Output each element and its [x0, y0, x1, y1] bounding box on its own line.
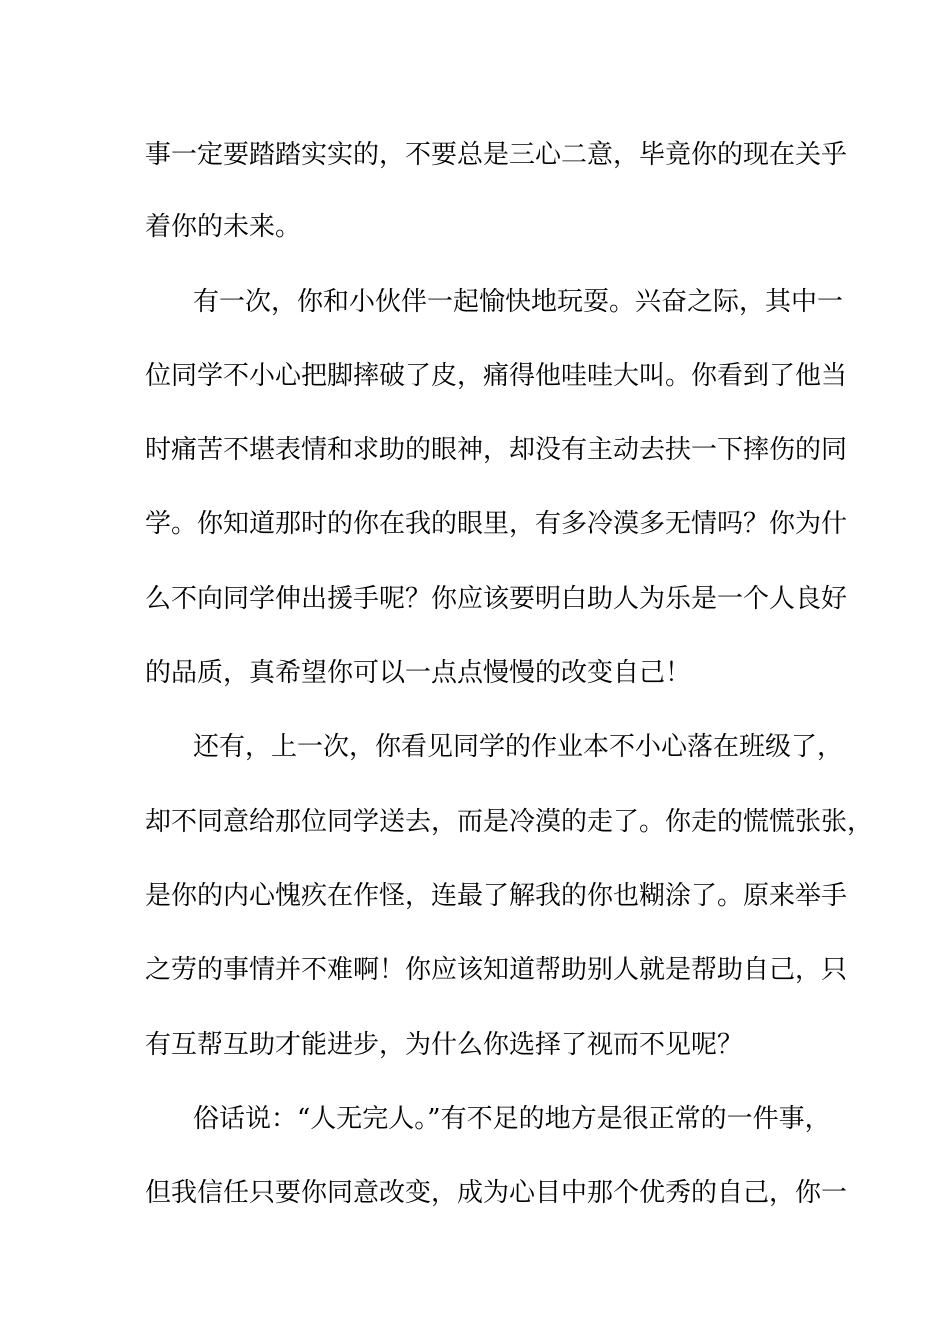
- text-line: 有互帮互助才能进步，为什么你选择了视而不见呢？: [145, 1030, 744, 1060]
- text-line: 还有，上一次，你看见同学的作业本不小心落在班级了，: [193, 732, 844, 762]
- text-line: 是你的内心愧疚在作怪，连最了解我的你也糊涂了。原来举手: [145, 881, 848, 911]
- text-line: 俗话说：“人无完人。”有不足的地方是很正常的一件事，: [193, 1104, 831, 1134]
- text-line: 却不同意给那位同学送去，而是冷漠的走了。你走的慌慌张张，: [145, 807, 874, 837]
- text-line: 的品质，真希望你可以一点点慢慢的改变自己！: [145, 658, 692, 688]
- text-line: 学。你知道那时的你在我的眼里，有多冷漠多无情吗？你为什: [145, 509, 848, 539]
- text-line: 有一次，你和小伙伴一起愉快地玩耍。兴奋之际，其中一: [193, 287, 844, 317]
- text-line: 着你的未来。: [145, 212, 302, 242]
- text-line: 事一定要踏踏实实的，不要总是三心二意，毕竟你的现在关乎: [145, 140, 848, 170]
- text-line: 时痛苦不堪表情和求助的眼神，却没有主动去扶一下摔伤的同: [145, 435, 848, 465]
- text-line: 之劳的事情并不难啊！你应该知道帮助别人就是帮助自己，只: [145, 955, 848, 985]
- text-line: 么不向同学伸出援手呢？你应该要明白助人为乐是一个人良好: [145, 584, 848, 614]
- text-line: 但我信任只要你同意改变，成为心目中那个优秀的自己，你一: [145, 1178, 848, 1208]
- text-line: 位同学不小心把脚摔破了皮，痛得他哇哇大叫。你看到了他当: [145, 361, 848, 391]
